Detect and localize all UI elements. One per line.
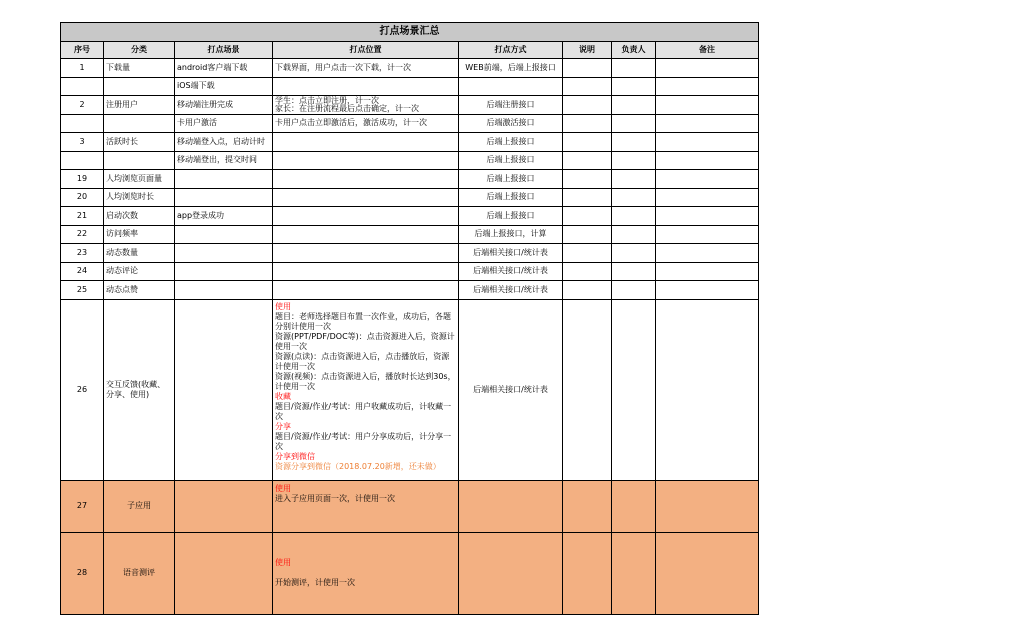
cell-description xyxy=(563,299,612,480)
cell-description xyxy=(563,532,612,614)
cell-scene xyxy=(175,170,273,189)
position-line: 题目/资源/作业/考试：用户收藏成功后，计收藏一次 xyxy=(275,401,452,421)
cell-scene xyxy=(175,244,273,263)
cell-owner xyxy=(612,299,656,480)
table-row-highlight xyxy=(61,532,759,614)
table-row xyxy=(61,151,759,170)
cell-description xyxy=(563,170,612,189)
header-no: 序号 xyxy=(61,42,104,59)
cell-scene: 卡用户激活 xyxy=(175,114,273,133)
cell-method xyxy=(459,77,563,96)
cell-scene xyxy=(175,299,273,480)
cell-no: 22 xyxy=(61,225,104,244)
cell-no: 21 xyxy=(61,207,104,226)
cell-scene: app登录成功 xyxy=(175,207,273,226)
cell-category: 人均浏览时长 xyxy=(104,188,175,207)
cell-owner xyxy=(612,281,656,300)
label-share-wechat: 分享到微信 xyxy=(275,451,315,461)
cell-category: 启动次数 xyxy=(104,207,175,226)
cell-position xyxy=(273,170,459,189)
cell-remark xyxy=(656,207,759,226)
table-row xyxy=(61,244,759,263)
cell-owner xyxy=(612,114,656,133)
cell-description xyxy=(563,207,612,226)
cell-method: 后端上报接口，计算 xyxy=(459,225,563,244)
cell-owner xyxy=(612,207,656,226)
cell-position xyxy=(273,133,459,152)
cell-no xyxy=(61,114,104,133)
cell-scene xyxy=(175,225,273,244)
cell-owner xyxy=(612,96,656,115)
position-line: 资源(视频)：点击资源进入后，播放时长达到30s，计使用一次 xyxy=(275,371,456,391)
cell-method: 后端相关接口/统计表 xyxy=(459,281,563,300)
cell-remark xyxy=(656,170,759,189)
cell-category: 访问频率 xyxy=(104,225,175,244)
header-method: 打点方式 xyxy=(459,42,563,59)
table-row xyxy=(61,225,759,244)
cell-position xyxy=(273,96,459,115)
cell-remark xyxy=(656,480,759,532)
cell-no: 24 xyxy=(61,262,104,281)
label-use: 使用 xyxy=(275,301,291,311)
cell-description xyxy=(563,480,612,532)
cell-method: 后端相关接口/统计表 xyxy=(459,262,563,281)
cell-position: 卡用户点击立即激活后，激活成功，计一次 xyxy=(273,114,459,133)
cell-no xyxy=(61,151,104,170)
header-description: 说明 xyxy=(563,42,612,59)
position-line: 家长：在注册流程最后点击确定，计一次 xyxy=(275,103,419,113)
note-pending: 资源分享到微信（2018.07.20新增，还未做） xyxy=(275,461,441,471)
cell-position: 下载界面，用户点击一次下载，计一次 xyxy=(273,59,459,78)
cell-owner xyxy=(612,225,656,244)
cell-no: 3 xyxy=(61,133,104,152)
cell-scene xyxy=(175,480,273,532)
cell-remark xyxy=(656,188,759,207)
cell-method: 后端相关接口/统计表 xyxy=(459,244,563,263)
cell-method: WEB前端，后端上报接口 xyxy=(459,59,563,78)
cell-no xyxy=(61,77,104,96)
cell-remark xyxy=(656,77,759,96)
cell-method: 后端注册接口 xyxy=(459,96,563,115)
cell-description xyxy=(563,96,612,115)
cell-no: 26 xyxy=(61,299,104,480)
cell-category: 交互反馈(收藏、分享、使用) xyxy=(104,299,175,480)
table-row xyxy=(61,207,759,226)
header-remark: 备注 xyxy=(656,42,759,59)
cell-position xyxy=(273,77,459,96)
cell-category xyxy=(104,151,175,170)
cell-description xyxy=(563,151,612,170)
cell-category: 注册用户 xyxy=(104,96,175,115)
cell-category: 子应用 xyxy=(104,480,175,532)
header-category: 分类 xyxy=(104,42,175,59)
position-line: 资源(点读)：点击资源进入后，点击播放后，资源计使用一次 xyxy=(275,351,450,371)
cell-description xyxy=(563,225,612,244)
cell-scene: iOS端下载 xyxy=(175,77,273,96)
cell-remark xyxy=(656,151,759,170)
cell-position xyxy=(273,480,459,532)
cell-owner xyxy=(612,133,656,152)
cell-owner xyxy=(612,262,656,281)
cell-category xyxy=(104,114,175,133)
cell-remark xyxy=(656,133,759,152)
cell-remark xyxy=(656,225,759,244)
table-row xyxy=(61,77,759,96)
cell-scene xyxy=(175,532,273,614)
cell-category: 活跃时长 xyxy=(104,133,175,152)
cell-no: 25 xyxy=(61,281,104,300)
cell-scene: 移动端注册完成 xyxy=(175,96,273,115)
cell-remark xyxy=(656,59,759,78)
cell-method: 后端激活接口 xyxy=(459,114,563,133)
cell-position xyxy=(273,207,459,226)
cell-owner xyxy=(612,244,656,263)
cell-remark xyxy=(656,532,759,614)
cell-no: 20 xyxy=(61,188,104,207)
cell-owner xyxy=(612,77,656,96)
cell-remark xyxy=(656,244,759,263)
cell-scene: 移动端登出，提交时间 xyxy=(175,151,273,170)
position-line: 开始测评，计使用一次 xyxy=(275,578,355,587)
cell-position xyxy=(273,151,459,170)
cell-description xyxy=(563,114,612,133)
cell-scene xyxy=(175,188,273,207)
cell-no: 19 xyxy=(61,170,104,189)
cell-owner xyxy=(612,151,656,170)
table-row xyxy=(61,59,759,78)
cell-remark xyxy=(656,96,759,115)
table-row-highlight xyxy=(61,480,759,532)
cell-description xyxy=(563,188,612,207)
cell-no: 1 xyxy=(61,59,104,78)
cell-category: 动态评论 xyxy=(104,262,175,281)
cell-remark xyxy=(656,299,759,480)
cell-category xyxy=(104,77,175,96)
label-use: 使用 xyxy=(275,483,291,493)
cell-scene: 移动端登入点，启动计时 xyxy=(175,133,273,152)
cell-owner xyxy=(612,480,656,532)
cell-method: 后端上报接口 xyxy=(459,207,563,226)
cell-method: 后端上报接口 xyxy=(459,151,563,170)
cell-description xyxy=(563,77,612,96)
table-row xyxy=(61,96,759,115)
position-line: 题目：老师选择题目布置一次作业，成功后，各题分别计使用一次 xyxy=(275,311,451,331)
cell-owner xyxy=(612,170,656,189)
cell-category: 动态点赞 xyxy=(104,281,175,300)
table-row xyxy=(61,299,759,480)
table-row xyxy=(61,114,759,133)
label-share: 分享 xyxy=(275,421,291,431)
table-row xyxy=(61,281,759,300)
position-line: 题目/资源/作业/考试：用户分享成功后，计分享一次 xyxy=(275,431,452,451)
cell-no: 23 xyxy=(61,244,104,263)
table-row xyxy=(61,170,759,189)
cell-description xyxy=(563,262,612,281)
cell-description xyxy=(563,281,612,300)
cell-position xyxy=(273,244,459,263)
cell-no: 28 xyxy=(61,532,104,614)
cell-position xyxy=(273,281,459,300)
header-scene: 打点场景 xyxy=(175,42,273,59)
cell-scene xyxy=(175,281,273,300)
header-row xyxy=(61,42,759,59)
position-line: 进入子应用页面一次，计使用一次 xyxy=(275,493,395,503)
position-line: 资源(PPT/PDF/DOC等)：点击资源进入后，资源计使用一次 xyxy=(275,331,455,351)
cell-description xyxy=(563,244,612,263)
cell-description xyxy=(563,59,612,78)
table-row xyxy=(61,133,759,152)
cell-position xyxy=(273,262,459,281)
cell-category: 下载量 xyxy=(104,59,175,78)
cell-owner xyxy=(612,532,656,614)
header-owner: 负责人 xyxy=(612,42,656,59)
label-use: 使用 xyxy=(275,558,291,567)
cell-method: 后端上报接口 xyxy=(459,133,563,152)
cell-owner xyxy=(612,188,656,207)
cell-remark xyxy=(656,281,759,300)
cell-method xyxy=(459,532,563,614)
cell-position xyxy=(273,299,459,480)
cell-method: 后端上报接口 xyxy=(459,188,563,207)
cell-no: 27 xyxy=(61,480,104,532)
cell-category: 语音测评 xyxy=(104,532,175,614)
cell-position xyxy=(273,532,459,614)
summary-table xyxy=(60,22,759,615)
cell-category: 人均浏览页面量 xyxy=(104,170,175,189)
cell-scene: android客户端下载 xyxy=(175,59,273,78)
cell-category: 动态数量 xyxy=(104,244,175,263)
cell-method: 后端相关接口/统计表 xyxy=(459,299,563,480)
cell-method: 后端上报接口 xyxy=(459,170,563,189)
header-position: 打点位置 xyxy=(273,42,459,59)
cell-description xyxy=(563,133,612,152)
cell-remark xyxy=(656,262,759,281)
table-row xyxy=(61,262,759,281)
cell-position xyxy=(273,188,459,207)
cell-no: 2 xyxy=(61,96,104,115)
sheet-title: 打点场景汇总 xyxy=(61,23,759,42)
cell-position xyxy=(273,225,459,244)
table-row xyxy=(61,188,759,207)
cell-remark xyxy=(656,114,759,133)
cell-method xyxy=(459,480,563,532)
cell-owner xyxy=(612,59,656,78)
position-line: 学生：点击立即注册，计一次 xyxy=(275,95,379,105)
cell-scene xyxy=(175,262,273,281)
label-favorite: 收藏 xyxy=(275,391,291,401)
